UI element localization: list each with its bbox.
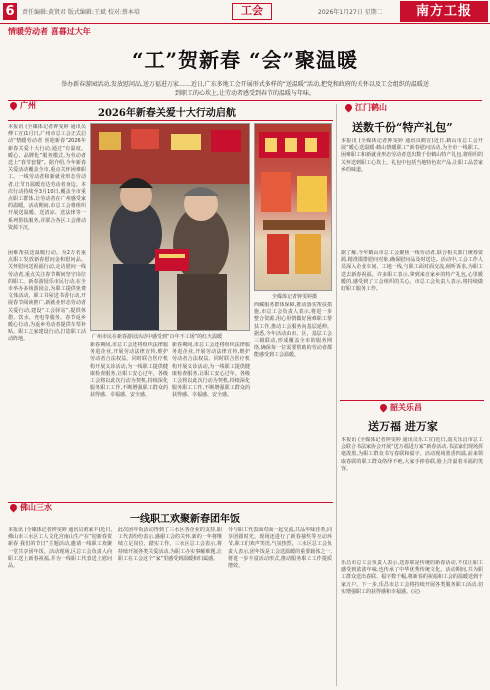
article-body-column: 新春期间,市总工会还将组织法律服务进企业,开展劳动法律宣传,维护劳动者合法权益。同时联合医疗机构开展义诊活动,为一线职工提供健康检查服务,让职工安心过年。各级工会将以此次行动为契机,持续深化服务职工工作,不断增强职工群众的获得感、幸福感、安全感。 [90,342,168,399]
article-body-column: 本报讯 (全媒体记者钟雯婷 通讯员黄家丰)近日,佛山市三水区工人文化宫南山生产在“迎新春贺新春 我们的节日”主题活动,邀请一线职工欢聚一堂共享团年饭。活动现场,区总工会负责人向职工送上新春祝福,并为一线职工代表送上慰问品。 [8,527,112,570]
article-body-column: 本报讯 (全媒体记者钟雯婷 通讯员乐工宣)近日,韶关乐昌市总工会联合书法家协会开展“送万福进万家”新春活动,书法家们现场挥毫泼墨,为职工群众书写春联和福字。活动现场墨香四溢,前来领取春联的职工群众络绎不绝,大家手捧春联,脸上洋溢着幸福的笑容。 [341,437,483,472]
article-body-column: 西藏服务群体保障,推动落实帮扶措施,市总工会负责人表示,将进一步整合资源,用心用情做好困难职工帮扶工作,推动工会服务向基层延伸。据悉,今年活动由市、区、基层工会三级联动,形成覆盖全市的服务网络,确保每一位需要帮助的劳动者都能感受到工会温暖。 [254,302,332,359]
location-label: 韶关乐昌 [390,403,422,412]
main-headline: “工”贺新春 “会”聚温暖 [132,48,358,72]
photo-illustration [91,124,250,331]
article-body-column: 据了解,今年鹤山市总工会聚焦一线劳动者,联合相关部门统筹资源,精准摸排慰问对象,确保慰问品及时送达。活动中,工会工作人员深入企业车间、工地一线,与职工面对面交流,倾听诉求,为职工送去新春祝福。许多职工表示,拿到来自家乡的特产礼包,心里暖暖的,感受到了工会组织的关心。市总工会负责人表示,将持续做好职工服务工作。 [341,250,483,293]
article-body-column: 困难帮扶送温暖行动。为2万名重点职工发放新春慰问金和慰问品。关怀慰问送祝福行动,走访慰问一线劳动者,重点关注春节期间坚守岗位的职工。新春游园乐市民行动,在全市举办多场游园会,为职工提供免费文体活动。职工书屋送书香行动,开展春节阅读推广,新就业形态劳动者关爱行动,建设“工会驿站”,提供休憩、饮水、充电等服务。春节返乡暖心行动,为返乡劳动者提供车票补贴。职工之家建设行动,打造职工活动阵地。 [8,250,86,343]
issue-date: 2026年1月27日 星期二 [318,9,383,16]
divider-rule [340,400,484,401]
location-label: 广州 [20,101,36,110]
article-title-shaoguan: 送万福 进万家 [368,420,438,433]
article-title-foshan: 一线职工欢聚新春团年饭 [130,514,240,525]
column-banner: 情暖劳动者 喜暮过大年 [8,27,91,36]
location-pin-icon [379,403,389,413]
column-divider [336,104,337,686]
photo-credit: 全媒体记者钟雯婷摄 [272,294,318,300]
article-title-jiangmen: 送数千份“特产礼包” [352,121,453,134]
location-shaoguan [380,402,422,413]
divider-rule [8,120,333,121]
section-tag: 工会 [232,3,272,20]
article-body-column: 此次团年饭活动得到了三水区各企业的支持,职工代表纷纷表示,感谢工会的关怀,新的一年将继续立足岗位、踏实工作。三水区总工会表示,将持续开展各类关爱活动,为职工办实事解难题,让职工在工会这个“家”里感受到温暖和归属感。 [118,527,222,562]
photo-illustration [255,124,332,291]
article-body-column: 乐昌市总工会负责人表示,送春联是传统的新春活动,不仅让职工感受到浓浓年味,也传承了中华优秀传统文化。活动期间,共为职工群众送出春联、福字数千幅,将新春的祝福和工会的温暖送到千家万户。下一步,乐昌市总工会将持续开展各类服务职工活动,切实增强职工的获得感和幸福感。(完) [341,560,483,595]
location-jiangmen [345,102,387,113]
location-label: 佛山三水 [20,503,52,512]
divider-rule [8,100,482,101]
photo-caption: 广州市民在新春游园活动中感受到“百年不工场”的红火温暖 [92,334,223,340]
location-foshan [10,502,52,513]
editor-credits: 责任编辑:黄贤君 版式编辑:王斌 校对:蔡本培 [22,9,140,16]
location-label: 江门鹤山 [355,103,387,112]
masthead-logo: 南方工报 [400,1,488,22]
news-photo-festive-shelf [254,123,332,291]
location-guangzhou [10,100,36,111]
article-body-column: 本报讯 (全媒体记者钟雯婷 通讯员鹤宣)近日,鹤山市总工会开展“暖心送温暖·鹤山情暖职工”新春慰问活动,为全市一线职工、困难职工和新就业形态劳动者送出数千份鹤山特产礼包,将组织的关怀送到职工心坎上。礼包中包括当地特色农产品,让职工品尝家乡的味道。 [341,138,483,173]
page-header [0,0,490,24]
divider-rule [8,502,333,503]
location-pin-icon [344,103,354,113]
article-body-column: 本报讯 (全媒体记者钟雯婷 通讯员傅工宣)1月日,广州市总工会正式启动“情暖劳动者 喜迎新春”2026年新春关爱十大行动,通过“有温度、暖心、品牌化”服务模式,为劳动者送上“春节套餐”。据介绍,今年新春关爱活动覆盖全市,重点关怀困难职工、一线劳动者和新就业形态劳动者,让节日温暖直达劳动者身边。本次行动持续至3月10日,覆盖全市重点职工群体,让劳动者在广州感受家的温暖。活动期间,市总工会将组织开展送温暖、送清凉、送法律等一系列帮扶服务,并联合各区工会推动资源下沉。 [8,124,86,231]
page-number: 6 [3,3,17,20]
article-body-column: 导与职工代表面对面一起交流,共品年味佳肴,同享团圆时光。现场还进行了新春抽奖等互动环节,职工们欢声笑语,气氛热烈。三水区总工会负责人表示,团年饭是工会送温暖的重要载体之一,将进一步丰富活动形式,推动服务职工工作提质增效。 [228,527,332,570]
article-title-guangzhou: 2026年新春关爱十大行动启航 [98,108,236,119]
location-pin-icon [9,101,19,111]
article-body-column: 新春期间,市总工会还将组织法律服务进企业,开展劳动法律宣传,维护劳动者合法权益。同时联合医疗机构开展义诊活动,为一线职工提供健康检查服务,让职工安心过年。各级工会将以此次行动为契机,持续深化服务职工工作,不断增强职工群众的获得感、幸福感、安全感。 [172,342,250,399]
location-pin-icon [9,503,19,513]
news-photo-shoppers [90,123,250,331]
headline-deck: 举办新春游园活动,发放慰问品,送万福进万家……近日,广东多地工会开展形式多样的“送温暖”活动,把党和政府的关怀以及工会组织的温暖送到职工的心坎上,让劳动者感受到春节的温暖与年味。 [61,81,429,97]
